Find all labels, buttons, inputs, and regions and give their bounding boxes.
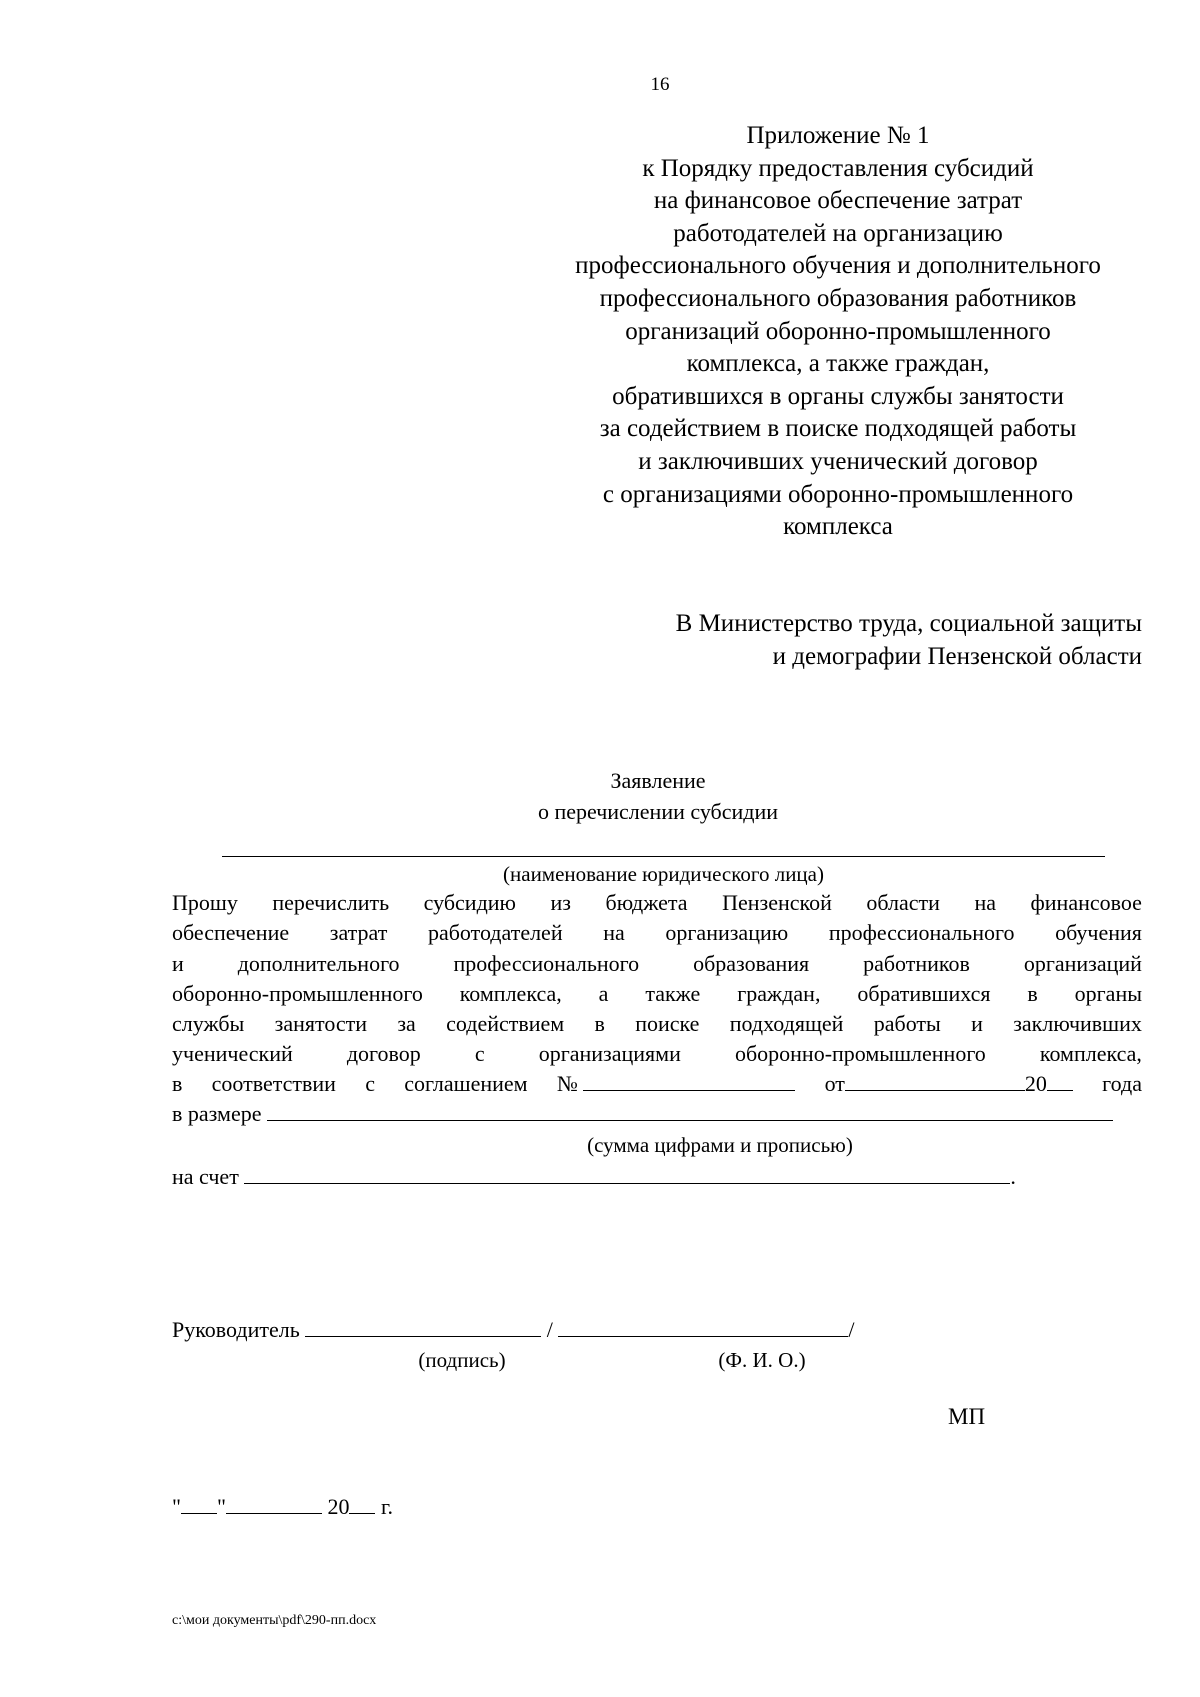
agreement-word-1: соответствии [211, 1071, 336, 1096]
appendix-line: за содействием в поиске подходящей работы [599, 415, 1077, 443]
appendix-line: организаций оборонно-промышленного [625, 317, 1051, 345]
amount-field[interactable] [267, 1100, 1113, 1121]
date-day-field[interactable] [181, 1493, 217, 1514]
body-word: оборонно-промышленного [172, 980, 423, 1006]
appendix-line: и заключивших ученический договор [638, 447, 1038, 475]
body-word: на [974, 890, 996, 915]
agreement-number-field[interactable] [583, 1070, 795, 1091]
signature-field[interactable] [305, 1316, 541, 1337]
addressee-line-2: и демографии Пензенской области [772, 642, 1142, 670]
date-year-suffix: г. [380, 1494, 394, 1519]
agreement-date-group [825, 1070, 1073, 1097]
body-word: организацию [665, 920, 789, 946]
body-word: заключивших [1013, 1011, 1142, 1037]
appendix-line: Приложение № 1 [746, 122, 930, 149]
body-word: а [598, 980, 609, 1006]
signature-separator: / [546, 1317, 553, 1342]
body-word: бюджета [605, 890, 688, 915]
date-close-quote: " [216, 1494, 226, 1519]
body-word: области [866, 890, 940, 915]
body-word: перечислить [272, 890, 390, 915]
body-word: финансовое [1030, 890, 1142, 915]
body-word: образования [693, 950, 810, 976]
appendix-line: к Порядку предоставления субсидий [642, 154, 1034, 182]
date-open-quote: " [172, 1494, 181, 1519]
body-word: и [172, 950, 184, 976]
appendix-heading [548, 120, 1128, 544]
body-word: с [474, 1041, 485, 1067]
agreement-from-label: от [824, 1071, 845, 1096]
body-word: на [603, 920, 625, 946]
signature-label: Руководитель [172, 1317, 300, 1342]
body-word: комплекса, [1039, 1041, 1142, 1067]
body-word: договор [346, 1041, 421, 1067]
entity-name-field[interactable] [222, 856, 1105, 857]
body-word: субсидию [423, 890, 516, 915]
account-field[interactable] [244, 1163, 1010, 1184]
account-label: на счет [172, 1164, 239, 1189]
body-word: занятости [274, 1011, 368, 1037]
body-line [172, 1009, 1142, 1039]
body-word: профессионального [453, 950, 640, 976]
body-word: Пензенской [722, 890, 832, 915]
body-word: обратившихся [857, 980, 991, 1006]
page-number: 16 [650, 74, 670, 95]
appendix-line: комплекса, а также граждан, [686, 350, 990, 378]
appendix-line: работодателей на организацию [673, 219, 1003, 247]
amount-caption: (сумма цифрами и прописью) [587, 1133, 853, 1157]
body-word: и [971, 1011, 983, 1037]
body-word: в [1027, 980, 1038, 1006]
date-year-prefix: 20 [327, 1494, 350, 1519]
body-word: затрат [329, 920, 388, 946]
body-word: работников [863, 950, 970, 976]
body-line [172, 888, 1142, 918]
signature-end-separator: / [848, 1317, 855, 1342]
agreement-word-2: с [365, 1071, 375, 1096]
stamp-mark: МП [948, 1404, 986, 1429]
full-name-field[interactable] [558, 1316, 848, 1337]
agreement-year-suffix: года [1102, 1071, 1142, 1096]
body-word: организациями [538, 1041, 681, 1067]
request-body [172, 888, 1142, 1070]
body-word: оборонно-промышленного [734, 1041, 986, 1067]
addressee-line-1: В Министерство труда, социальной защиты [675, 610, 1142, 637]
date-month-field[interactable] [226, 1493, 322, 1514]
agreement-date-field[interactable] [845, 1070, 1025, 1091]
appendix-line: на финансовое обеспечение затрат [653, 187, 1023, 215]
date-year-field[interactable] [349, 1493, 375, 1514]
file-path-footer: c:\мои документы\pdf\290-пп.docx [172, 1613, 377, 1628]
body-word: за [397, 1011, 416, 1037]
appendix-line: профессионального обучения и дополнительного [575, 252, 1101, 280]
body-word: комплекса, [459, 980, 562, 1006]
body-word: работы [873, 1011, 941, 1037]
addressee [676, 608, 1142, 673]
appendix-line: комплекса [783, 513, 893, 541]
body-word: подходящей [729, 1011, 844, 1037]
date-line [172, 1493, 393, 1520]
body-word: организаций [1023, 950, 1142, 976]
title-line-2: о перечислении субсидии [537, 799, 779, 824]
body-word: обеспечение [172, 920, 290, 946]
appendix-line: обратившихся в органы службы занятости [612, 382, 1064, 410]
amount-label: в размере [172, 1101, 262, 1126]
body-word: органы [1074, 980, 1142, 1006]
entity-name-caption: (наименование юридического лица) [503, 862, 824, 886]
appendix-line: с организациями оборонно-промышленного [602, 480, 1074, 508]
agreement-word-3: соглашением [404, 1071, 528, 1096]
agreement-year-field[interactable] [1047, 1070, 1073, 1091]
number-sign: № [556, 1071, 578, 1096]
body-word: профессионального [828, 920, 1015, 946]
signature-caption: (подпись) [418, 1348, 506, 1372]
account-line [172, 1163, 1016, 1190]
agreement-number-group [557, 1070, 796, 1097]
body-line [172, 979, 1142, 1009]
body-line [172, 918, 1142, 948]
signature-line [172, 1316, 855, 1343]
body-word: службы [172, 1011, 245, 1037]
body-word: обучения [1055, 920, 1142, 946]
title-line-1: Заявление [610, 768, 706, 793]
body-line [172, 1039, 1142, 1069]
amount-line [172, 1100, 1113, 1127]
body-word: Прошу [172, 890, 238, 915]
document-title [0, 765, 1200, 827]
agreement-year-prefix: 20 [1024, 1071, 1047, 1096]
account-end: . [1010, 1164, 1016, 1189]
body-word: в [594, 1011, 605, 1037]
agreement-line [172, 1070, 1142, 1097]
body-line [172, 949, 1142, 979]
body-word: работодателей [427, 920, 563, 946]
body-word: также [645, 980, 701, 1006]
appendix-line: профессионального образования работников [599, 284, 1077, 312]
body-word: граждан, [737, 980, 821, 1006]
body-word: поиске [635, 1011, 700, 1037]
body-word: из [550, 890, 571, 915]
body-word: ученический [172, 1041, 293, 1067]
agreement-prefix: в [172, 1071, 183, 1096]
body-word: содействием [446, 1011, 565, 1037]
body-word: дополнительного [237, 950, 400, 976]
full-name-caption: (Ф. И. О.) [718, 1348, 806, 1372]
